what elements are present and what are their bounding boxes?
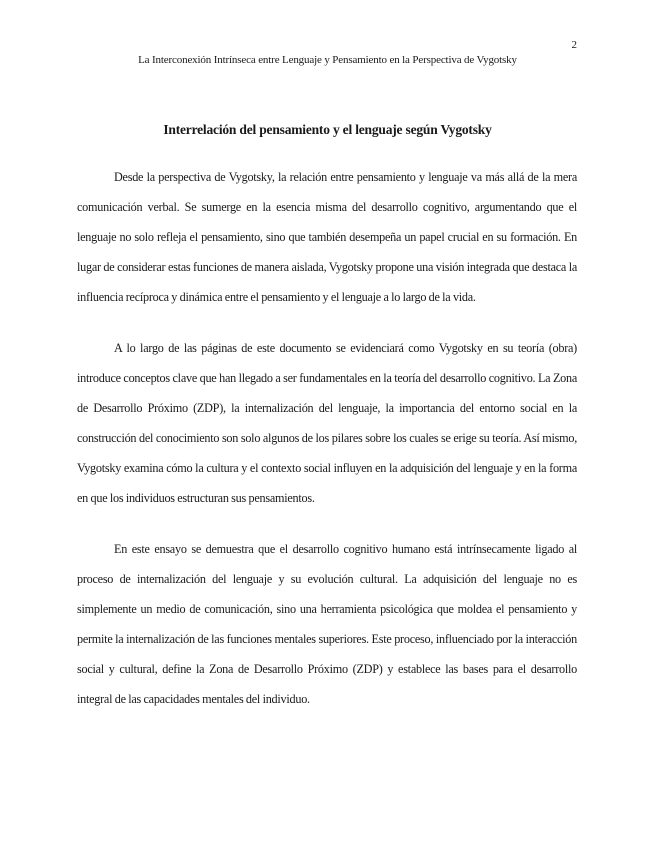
paragraph-1: Desde la perspectiva de Vygotsky, la relación entre pensamiento y lenguaje va más allá de la mera comunicación verbal. Se sumerge en la esencia misma del desarrollo cognitivo, argumentando que el lenguaje no solo refleja el pensamiento, sino que también desempeña un papel crucial en su formación. En lugar de considerar estas funciones de manera aislada, Vygotsky propone una visión integrada que destaca la influencia recíproca y dinámica entre el pensamiento y el lenguaje a lo largo de la vida. [77, 170, 577, 304]
running-head: La Interconexión Intrínseca entre Lenguaje y Pensamiento en la Perspectiva de Vygotsky [138, 54, 517, 66]
body-text [77, 162, 577, 735]
paragraph-2: A lo largo de las páginas de este documento se evidenciará como Vygotsky en su teoría (obra) introduce conceptos clave que han llegado a ser fundamentales en la teoría del desarrollo cognitivo. La Zona de Desarrollo Próximo (ZDP), la internalización del lenguaje, la importancia del entorno social en la construcción del conocimiento son solo algunos de los pilares sobre los cuales se erige su teoría. Así mismo, Vygotsky examina cómo la cultura y el contexto social influyen en la adquisición del lenguaje y en la forma en que los individuos estructuran sus pensamientos. [77, 341, 577, 505]
document-title: Interrelación del pensamiento y el lenguaje según Vygotsky [163, 122, 492, 137]
paragraph-3: En este ensayo se demuestra que el desarrollo cognitivo humano está intrínsecamente ligado al proceso de internalización del lenguaje y su evolución cultural. La adquisición del lenguaje no es simplemente un medio de comunicación, sino una herramienta psicológica que moldea el pensamiento y permite la internalización de las funciones mentales superiores. Este proceso, influenciado por la interacción social y cultural, define la Zona de Desarrollo Próximo (ZDP) y establece las bases para el desarrollo integral de las capacidades mentales del individuo. [77, 542, 577, 706]
page-number: 2 [571, 39, 577, 51]
